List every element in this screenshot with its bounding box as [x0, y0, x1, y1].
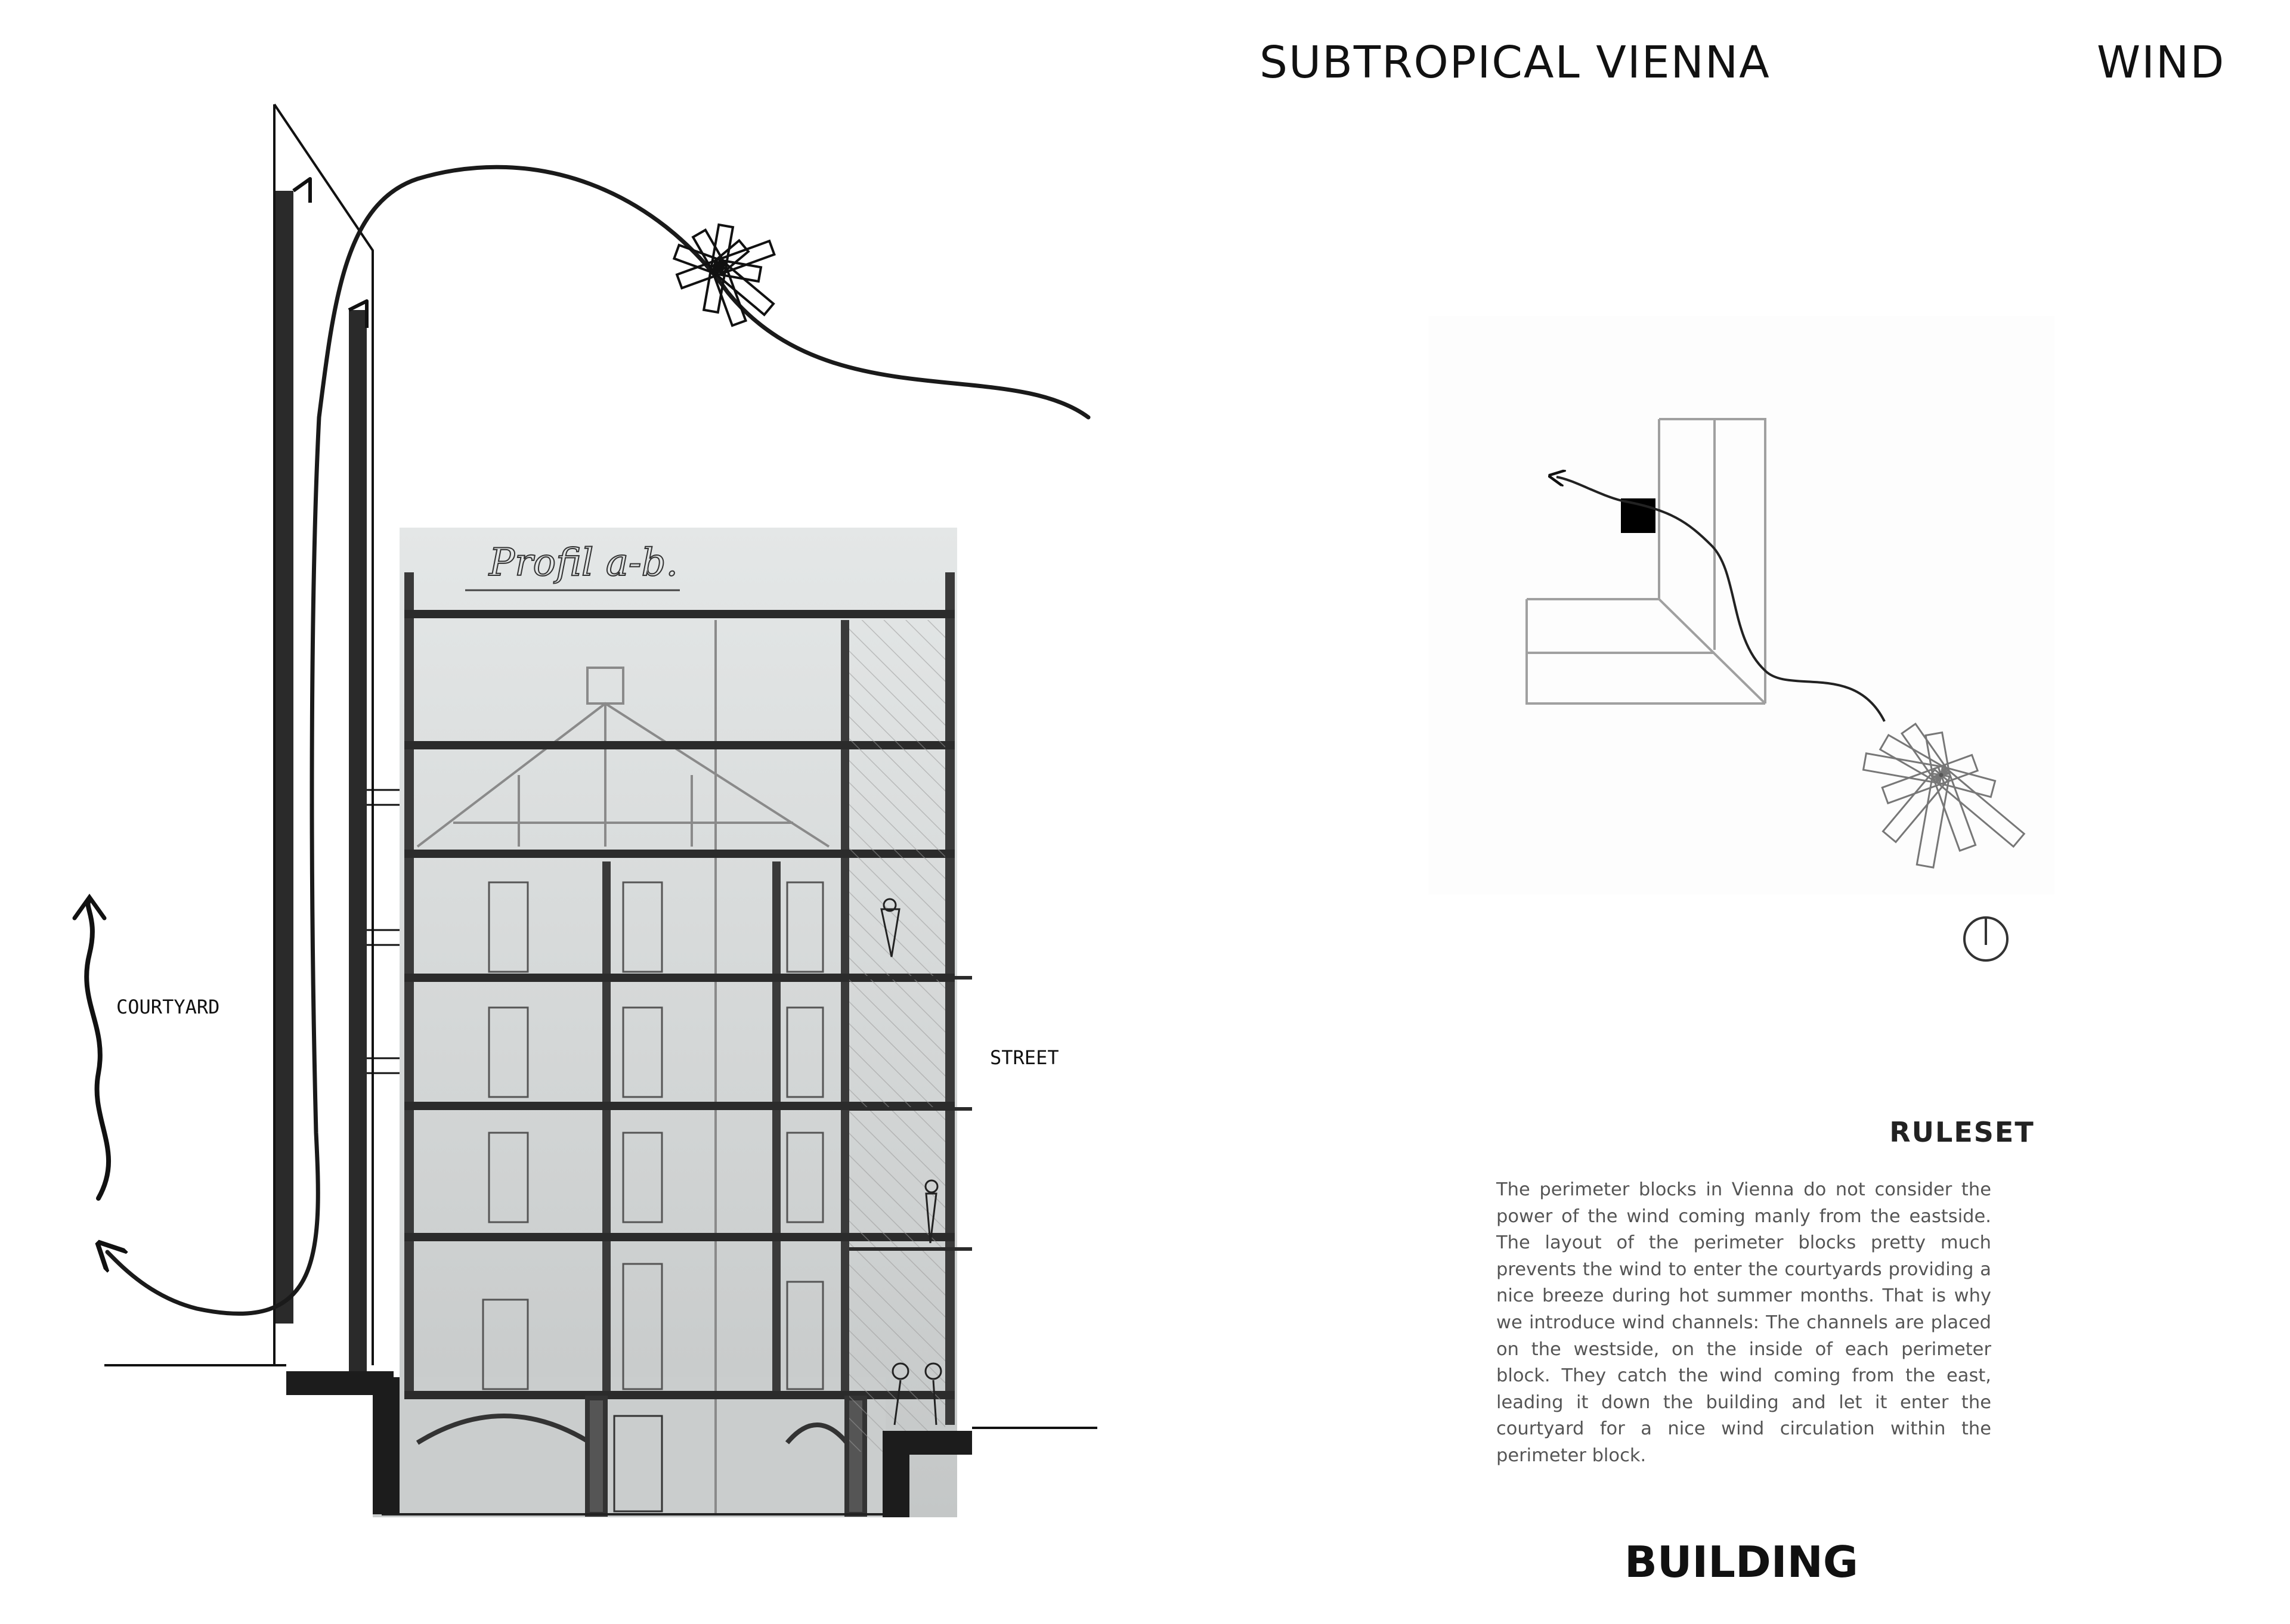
sheet-topic: WIND	[2097, 37, 2226, 88]
site-plan-diagram	[1428, 316, 2054, 894]
wind-rose-icon	[674, 225, 774, 326]
label-courtyard: COURTYARD	[116, 996, 220, 1018]
ruleset-text: The perimeter blocks in Vienna do not consider the power of the wind coming manly from the eastside. The layout of the perimeter blocks pretty much prevents the wind to enter the courtyards providing a nice breeze during hot summer months. That is why we introduce wind channels: The channels are placed on the westside, on the inside of each perimeter block. They catch the wind coming from the east, leading it down the building and let it enter the courtyard for a nice wind circulation within the perimeter block.	[1496, 1179, 1991, 1466]
ruleset-title: RULESET	[1889, 1116, 2035, 1148]
sheet-title: SUBTROPICAL VIENNA	[1260, 37, 1771, 88]
footer-title: BUILDING	[1624, 1537, 1858, 1587]
north-arrow-icon	[1964, 918, 2007, 960]
courtyard-arrow	[86, 900, 109, 1198]
label-street: STREET	[990, 1046, 1059, 1069]
plan-title: Profil a-b.	[489, 541, 678, 585]
